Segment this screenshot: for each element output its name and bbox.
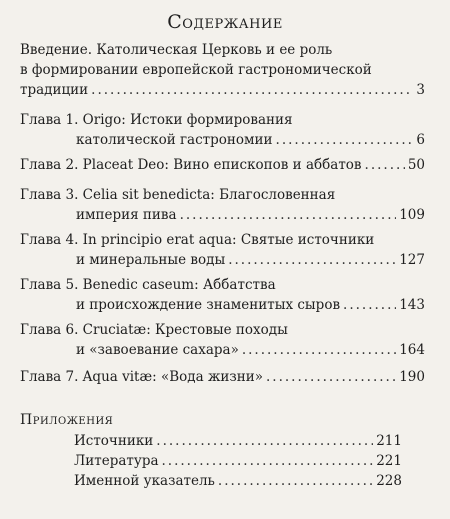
toc-entry-text: традиции: [20, 82, 89, 98]
toc-entry-chapter-5[interactable]: [20, 275, 425, 315]
page-title: Содержание: [167, 11, 283, 33]
dot-leader: [162, 451, 374, 471]
dot-leader: [365, 155, 405, 175]
toc-entry-line: [20, 367, 425, 387]
toc-entry-chapter-1[interactable]: [20, 110, 425, 150]
dot-leader: [276, 130, 414, 150]
toc-entry-text: империя пива: [76, 207, 177, 223]
toc-entry-line: [74, 471, 402, 491]
toc-entry-text: и минеральные воды: [76, 252, 226, 268]
toc-entry-text: Литература: [74, 453, 159, 469]
page-number: 127: [399, 252, 425, 268]
toc-entry-line: [20, 80, 425, 100]
dot-leader: [242, 340, 396, 360]
page-number: 221: [376, 453, 402, 469]
toc-entry-line: [74, 431, 402, 451]
page-number: 3: [416, 82, 425, 98]
toc-entry-text: Источники: [74, 433, 154, 449]
toc-entry-text: Глава 3. Celia sit benedicta: Благословенная: [20, 187, 336, 203]
toc-entry-literature[interactable]: [74, 451, 402, 471]
toc-entry-text: Глава 1. Origo: Истоки формирования: [20, 112, 293, 128]
page-number: 190: [399, 369, 425, 385]
toc-entry-name-index[interactable]: [74, 471, 402, 491]
toc-entry-sources[interactable]: [74, 431, 402, 451]
toc-entry-chapter-6[interactable]: [20, 320, 425, 360]
toc-entry-text: Именной указатель: [74, 473, 215, 489]
dot-leader: [91, 80, 413, 100]
toc-entry-intro[interactable]: [20, 40, 425, 100]
toc-entry-line: [20, 60, 425, 80]
dot-leader: [228, 250, 396, 270]
toc-entry-line: [20, 185, 425, 205]
toc-entry-text: Глава 4. In principio erat aqua: Святые источники: [20, 232, 375, 248]
toc-entry-line: [20, 250, 425, 270]
page-number: 228: [376, 473, 402, 489]
dot-leader: [218, 471, 373, 491]
toc-entry-text: и происхождение знаменитых сыров: [76, 297, 341, 313]
toc-entry-line: [20, 295, 425, 315]
dot-leader: [156, 431, 373, 451]
toc-entry-line: [20, 155, 425, 175]
page-number: 164: [399, 342, 425, 358]
toc-entry-text: Глава 6. Cruciatæ: Крестовые походы: [20, 322, 288, 338]
toc-entry-line: [20, 205, 425, 225]
dot-leader: [266, 367, 396, 387]
page-number: 109: [399, 207, 425, 223]
toc-entry-text: Глава 7. Aqua vitæ: «Вода жизни»: [20, 369, 263, 385]
toc-entry-text: в формировании европейской гастрономической: [20, 62, 372, 78]
toc-entry-line: [20, 230, 425, 250]
toc-entry-text: Глава 5. Benedic caseum: Аббатства: [20, 277, 276, 293]
toc-entry-chapter-3[interactable]: [20, 185, 425, 225]
toc-entry-chapter-7[interactable]: [20, 367, 425, 387]
page-number: 50: [407, 157, 425, 173]
appendix-heading: Приложения: [20, 412, 114, 428]
toc-entry-line: [20, 110, 425, 130]
page-number: 143: [399, 297, 425, 313]
toc-entry-line: [20, 320, 425, 340]
toc-entry-chapter-4[interactable]: [20, 230, 425, 270]
toc-entry-line: [20, 40, 425, 60]
dot-leader: [343, 295, 396, 315]
toc-entry-chapter-2[interactable]: [20, 155, 425, 175]
toc-entry-text: Глава 2. Placeat Deo: Вино епископов и аббатов: [20, 157, 362, 173]
toc-entry-text: и «завоевание сахара»: [76, 342, 239, 358]
toc-entry-line: [20, 275, 425, 295]
page-number: 211: [376, 433, 402, 449]
toc-entry-text: католической гастрономии: [76, 132, 273, 148]
toc-entry-line: [20, 340, 425, 360]
page-number: 6: [416, 132, 425, 148]
toc-entry-line: [74, 451, 402, 471]
toc-entry-text: Введение. Католическая Церковь и ее роль: [20, 42, 333, 58]
dot-leader: [180, 205, 397, 225]
toc-entry-line: [20, 130, 425, 150]
